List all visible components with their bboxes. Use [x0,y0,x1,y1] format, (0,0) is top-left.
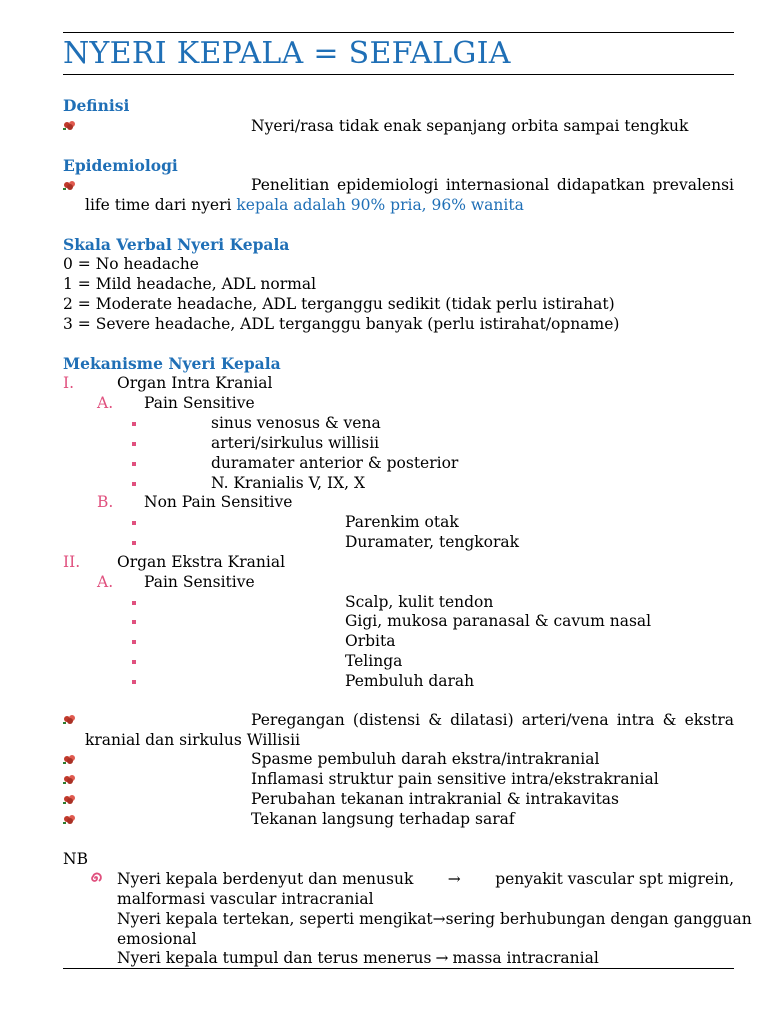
flower-bullet-icon [63,814,77,825]
definisi-text: Nyeri/rasa tidak enak sepanjang orbita sampai tengkuk [251,117,689,135]
ekstra-ps-item: Scalp, kulit tendon [345,593,494,611]
top-rule [63,32,734,33]
flower-bullet-icon [63,754,77,765]
outline-marker-IB: B. [97,493,114,511]
intra-ps-item: arteri/sirkulus willisii [211,434,380,452]
square-bullet-icon [132,601,136,605]
nb-point-3-b: massa intracranial [452,949,599,967]
skala-item-1: 1 = Mild headache, ADL normal [63,275,317,293]
square-bullet-icon [132,422,136,426]
square-bullet-icon [132,442,136,446]
intra-ps-item: sinus venosus & vena [211,414,381,432]
epidemiologi-line-1: Penelitian epidemiologi internasional didapatkan prevalensi [251,176,734,194]
nb-point-2-a: Nyeri kepala tertekan, seperti mengikat [117,910,433,928]
flower-bullet-icon [63,774,77,785]
page-title: NYERI KEPALA = SEFALGIA [63,36,511,71]
square-bullet-icon [132,680,136,684]
section-heading-epidemiologi: Epidemiologi [63,156,178,175]
section-heading-mekanisme: Mekanisme Nyeri Kepala [63,354,281,373]
outline-marker-I: I. [63,374,75,392]
outline-marker-II: II. [63,553,81,571]
ekstra-pain-sensitive: Pain Sensitive [144,573,255,591]
intra-ps-item: N. Kranialis V, IX, X [211,474,366,492]
square-bullet-icon [132,640,136,644]
square-bullet-icon [132,462,136,466]
nb-point-2-line-2: emosional [117,930,197,948]
epidemiologi-line-2 [85,195,524,215]
cause-item: Inflamasi struktur pain sensitive intra/ekstrakranial [251,770,659,788]
flower-bullet-icon [63,120,77,131]
outline-marker-IA: A. [97,394,114,412]
section-heading-definisi: Definisi [63,96,130,115]
square-bullet-icon [132,620,136,624]
intra-nps-item: Parenkim otak [345,513,459,531]
arrow-icon: → [447,870,461,888]
arrow-icon: → [435,949,449,967]
cause-peregangan-line-1: Peregangan (distensi & dilatasi) arteri/vena intra & ekstra [251,711,734,729]
cause-item: Perubahan tekanan intrakranial & intrakavitas [251,790,620,808]
epidemiologi-line-2-plain: life time dari nyeri [85,196,237,214]
skala-item-0: 0 = No headache [63,255,199,273]
nb-point-3-a: Nyeri kepala tumpul dan terus menerus [117,949,432,967]
square-bullet-icon [132,482,136,486]
ekstra-ps-item: Telinga [345,652,403,670]
swirl-bullet-icon [89,871,103,885]
nb-label: NB [63,850,88,868]
ekstra-ps-item: Orbita [345,632,396,650]
intra-pain-sensitive: Pain Sensitive [144,394,255,412]
nb-point-2-b: sering berhubungan dengan gangguan [445,910,752,928]
nb-point-2-line-1 [117,909,752,929]
nb-point-1-b: penyakit vascular spt migrein, [495,870,734,888]
cause-item: Tekanan langsung terhadap saraf [251,810,515,828]
skala-item-3: 3 = Severe headache, ADL terganggu banyak (perlu istirahat/opname) [63,315,620,333]
nb-point-1-line-1 [117,869,734,889]
intra-ps-item: duramater anterior & posterior [211,454,459,472]
square-bullet-icon [132,660,136,664]
skala-item-2: 2 = Moderate headache, ADL terganggu sedikit (tidak perlu istirahat) [63,295,615,313]
organ-intra-kranial: Organ Intra Kranial [117,374,273,392]
section-heading-skala: Skala Verbal Nyeri Kepala [63,235,290,254]
nb-point-1-line-2: malformasi vascular intracranial [117,890,374,908]
flower-bullet-icon [63,794,77,805]
flower-bullet-icon [63,714,77,725]
flower-bullet-icon [63,180,77,191]
title-rule [63,74,734,75]
intra-nps-item: Duramater, tengkorak [345,533,520,551]
nb-point-2-arrow-b [433,909,752,929]
intra-non-pain-sensitive: Non Pain Sensitive [144,493,293,511]
cause-peregangan-line-2: kranial dan sirkulus Willisii [85,731,301,749]
nb-point-1-a: Nyeri kepala berdenyut dan menusuk [117,870,414,888]
outline-marker-IIA: A. [97,573,114,591]
ekstra-ps-item: Pembuluh darah [345,672,475,690]
bottom-rule [63,968,734,969]
epidemiologi-prevalence: kepala adalah 90% pria, 96% wanita [236,196,524,214]
organ-ekstra-kranial: Organ Ekstra Kranial [117,553,286,571]
square-bullet-icon [132,521,136,525]
arrow-icon: → [432,910,446,928]
ekstra-ps-item: Gigi, mukosa paranasal & cavum nasal [345,612,652,630]
square-bullet-icon [132,541,136,545]
nb-point-3 [117,948,599,968]
cause-item: Spasme pembuluh darah ekstra/intrakranial [251,750,600,768]
